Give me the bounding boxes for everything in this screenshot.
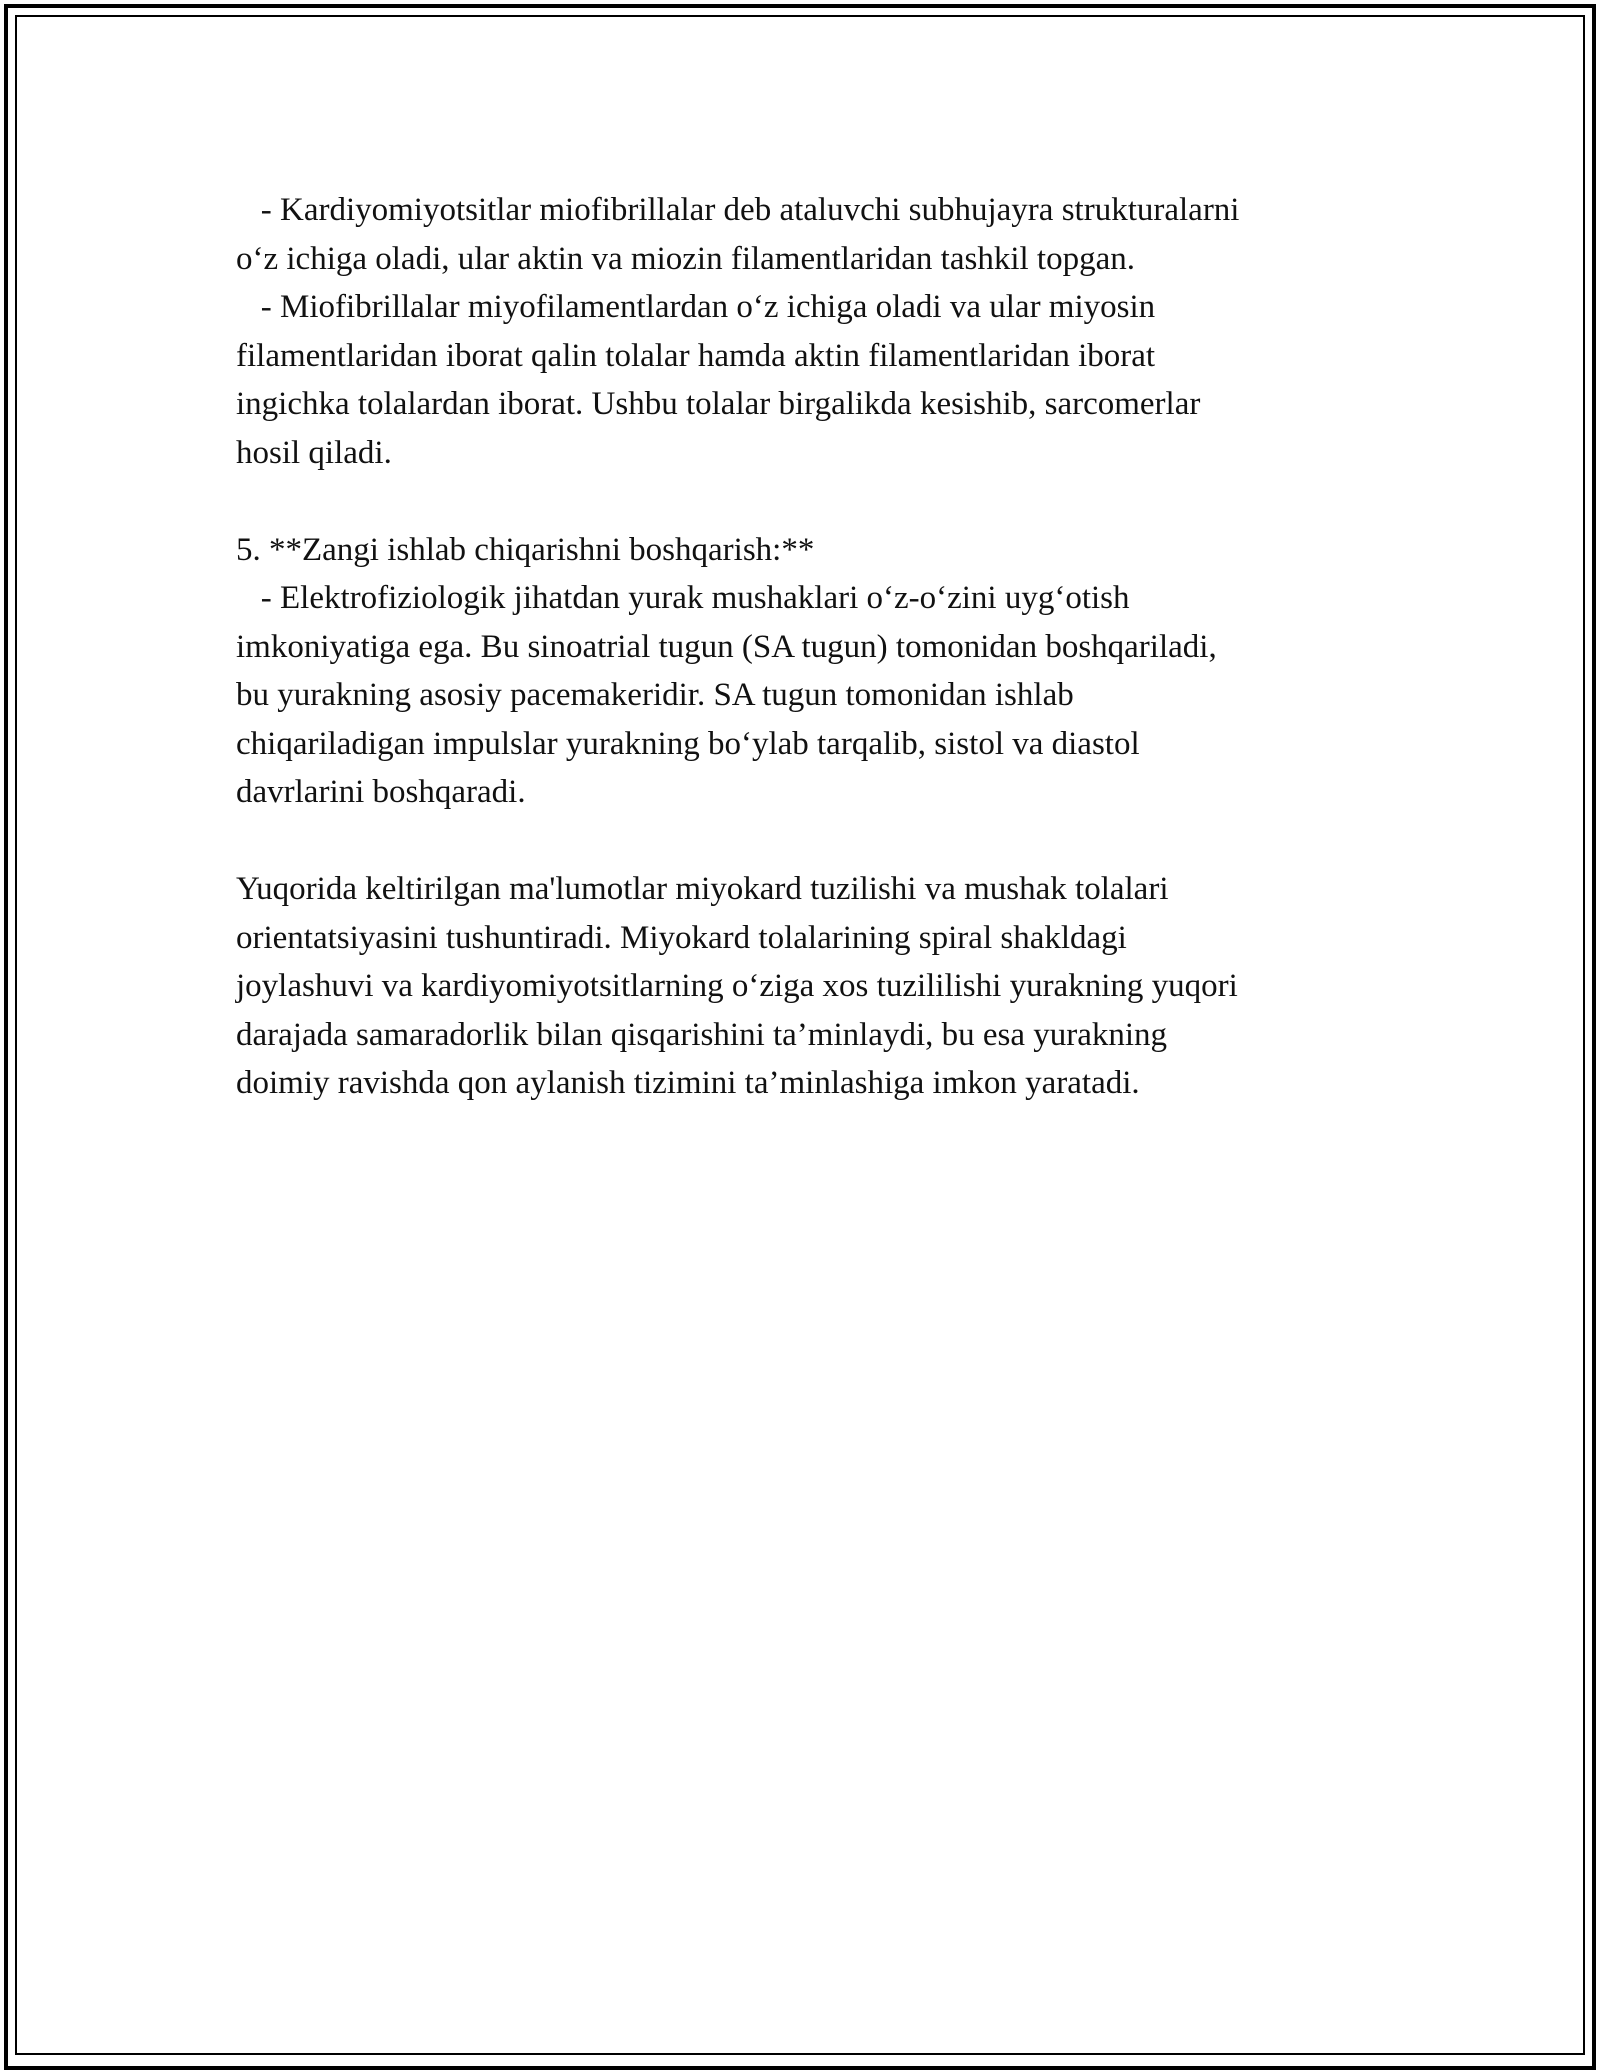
text-line: imkoniyatiga ega. Bu sinoatrial tugun (SA tugun) tomonidan boshqariladi, — [236, 628, 1217, 665]
text-line: Yuqorida keltirilgan ma'lumotlar miyokard tuzilishi va mushak tolalari — [236, 871, 1169, 907]
text-line: doimiy ravishda qon aylanish tizimini ta’minlashiga imkon yaratadi. — [236, 1065, 1140, 1101]
paragraph-conclusion — [236, 865, 1366, 1108]
text-line: - Elektrofiziologik jihatdan yurak mushaklari o‘z-o‘zini uyg‘otish — [236, 580, 1130, 616]
text-line: orientatsiyasini tushuntiradi. Miyokard tolalarining spiral shakldagi — [236, 919, 1127, 956]
text-line: hosil qiladi. — [236, 434, 392, 471]
text-line: o‘z ichiga oladi, ular aktin va miozin filamentlaridan tashkil topgan. — [236, 240, 1135, 277]
text-line: - Kardiyomiyotsitlar miofibrillalar deb ataluvchi subhujayra strukturalarni — [236, 192, 1240, 228]
text-line: ingichka tolalardan iborat. Ushbu tolalar birgalikda kesishib, sarcomerlar — [236, 386, 1201, 422]
paragraph-section-5 — [236, 526, 1366, 817]
paragraph-spacer — [236, 477, 1366, 526]
text-line: filamentlaridan iborat qalin tolalar hamda aktin filamentlaridan iborat — [236, 337, 1156, 374]
text-line: chiqariladigan impulslar yurakning bo‘ylab tarqalib, sistol va diastol — [236, 725, 1140, 762]
text-line: darajada samaradorlik bilan qisqarishini ta’minlaydi, bu esa yurakning — [236, 1016, 1168, 1053]
paragraph-myofibrils — [236, 186, 1366, 477]
document-body — [236, 186, 1366, 1108]
text-line: davrlarini boshqaradi. — [236, 774, 526, 810]
text-line: bu yurakning asosiy pacemakeridir. SA tugun tomonidan ishlab — [236, 677, 1074, 713]
section-heading: 5. **Zangi ishlab chiqarishni boshqarish:** — [236, 531, 815, 568]
text-line: - Miofibrillalar miyofilamentlardan o‘z ichiga oladi va ular miyosin — [236, 289, 1156, 325]
paragraph-spacer — [236, 817, 1366, 866]
text-line: joylashuvi va kardiyomiyotsitlarning o‘ziga xos tuzililishi yurakning yuqori — [236, 968, 1238, 1004]
